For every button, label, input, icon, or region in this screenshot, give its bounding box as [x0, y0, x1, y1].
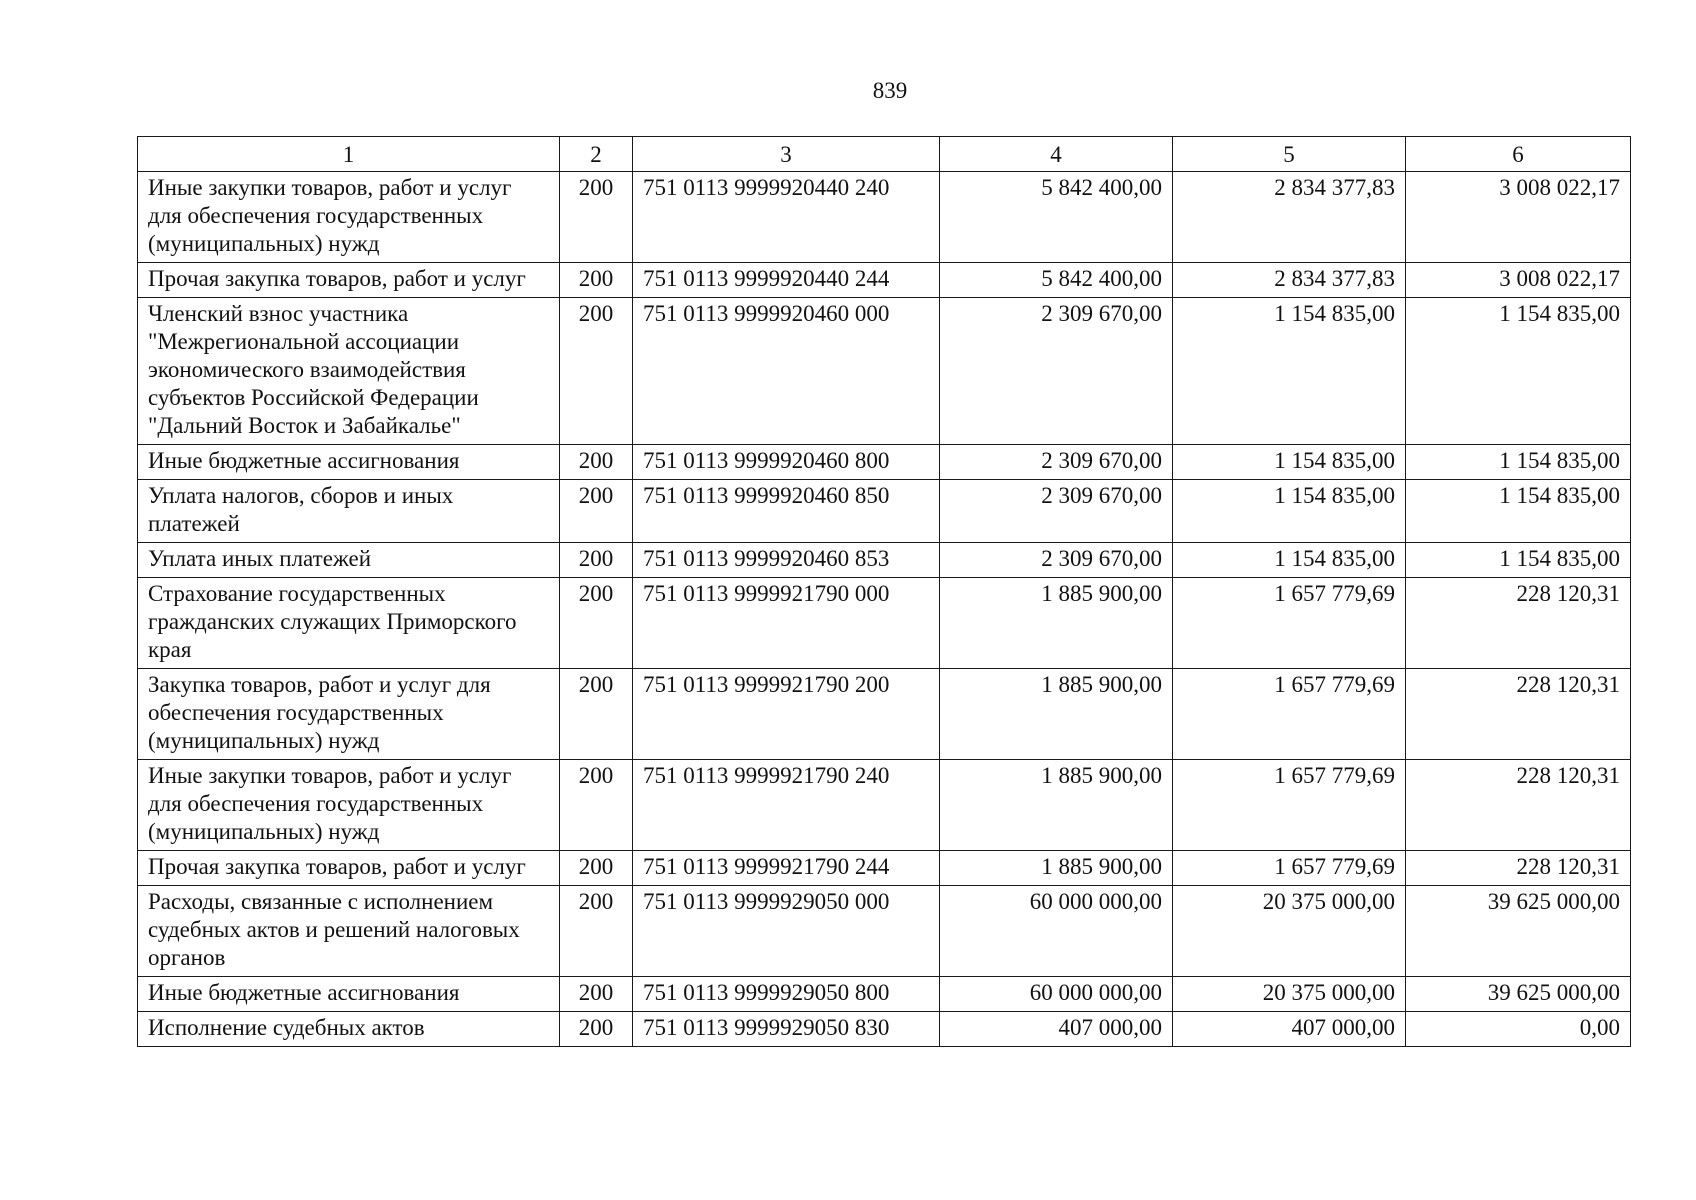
row-group-cell: 200 [560, 1012, 633, 1047]
row-name-cell: Исполнение судебных актов [138, 1012, 560, 1047]
row-executed-cell: 1 657 779,69 [1173, 578, 1406, 669]
row-remainder-cell: 1 154 835,00 [1406, 543, 1631, 578]
header-col-2: 2 [560, 137, 633, 172]
row-executed-cell: 1 154 835,00 [1173, 298, 1406, 445]
row-code-cell: 751 0113 9999921790 240 [633, 760, 940, 851]
row-executed-cell: 1 657 779,69 [1173, 669, 1406, 760]
table-row [138, 445, 1631, 480]
table-row [138, 669, 1631, 760]
row-plan-cell: 2 309 670,00 [940, 298, 1173, 445]
row-code-cell: 751 0113 9999920460 000 [633, 298, 940, 445]
row-plan-cell: 2 309 670,00 [940, 445, 1173, 480]
row-plan-cell: 5 842 400,00 [940, 172, 1173, 263]
table-row [138, 298, 1631, 445]
row-remainder-cell: 228 120,31 [1406, 669, 1631, 760]
row-executed-cell: 407 000,00 [1173, 1012, 1406, 1047]
row-code-cell: 751 0113 9999929050 800 [633, 977, 940, 1012]
row-group-cell: 200 [560, 480, 633, 543]
row-group-cell: 200 [560, 172, 633, 263]
row-executed-cell: 1 154 835,00 [1173, 445, 1406, 480]
table-row [138, 1012, 1631, 1047]
row-remainder-cell: 1 154 835,00 [1406, 445, 1631, 480]
row-name-cell: Иные закупки товаров, работ и услуг для обеспечения государственных (муниципальных) нужд [138, 172, 560, 263]
row-executed-cell: 1 657 779,69 [1173, 760, 1406, 851]
row-remainder-cell: 1 154 835,00 [1406, 298, 1631, 445]
row-group-cell: 200 [560, 977, 633, 1012]
table-row [138, 263, 1631, 298]
table-row [138, 543, 1631, 578]
page-number: 839 [872, 78, 908, 103]
table-row [138, 886, 1631, 977]
row-group-cell: 200 [560, 298, 633, 445]
row-remainder-cell: 228 120,31 [1406, 851, 1631, 886]
row-code-cell: 751 0113 9999920460 850 [633, 480, 940, 543]
row-group-cell: 200 [560, 445, 633, 480]
row-name-cell: Иные бюджетные ассигнования [138, 977, 560, 1012]
row-group-cell: 200 [560, 886, 633, 977]
row-name-cell: Иные закупки товаров, работ и услуг для обеспечения государственных (муниципальных) нужд [138, 760, 560, 851]
row-executed-cell: 20 375 000,00 [1173, 886, 1406, 977]
row-name-cell: Прочая закупка товаров, работ и услуг [138, 851, 560, 886]
row-plan-cell: 2 309 670,00 [940, 543, 1173, 578]
header-col-3: 3 [633, 137, 940, 172]
table-row [138, 760, 1631, 851]
row-name-cell: Страхование государственных гражданских служащих Приморского края [138, 578, 560, 669]
row-name-cell: Уплата иных платежей [138, 543, 560, 578]
row-plan-cell: 5 842 400,00 [940, 263, 1173, 298]
row-group-cell: 200 [560, 578, 633, 669]
row-group-cell: 200 [560, 263, 633, 298]
row-plan-cell: 2 309 670,00 [940, 480, 1173, 543]
row-code-cell: 751 0113 9999921790 000 [633, 578, 940, 669]
row-group-cell: 200 [560, 669, 633, 760]
row-executed-cell: 20 375 000,00 [1173, 977, 1406, 1012]
table-row [138, 851, 1631, 886]
header-col-6: 6 [1406, 137, 1631, 172]
table-row [138, 578, 1631, 669]
row-remainder-cell: 3 008 022,17 [1406, 263, 1631, 298]
row-code-cell: 751 0113 9999920460 853 [633, 543, 940, 578]
row-plan-cell: 60 000 000,00 [940, 977, 1173, 1012]
row-remainder-cell: 39 625 000,00 [1406, 886, 1631, 977]
row-plan-cell: 1 885 900,00 [940, 760, 1173, 851]
row-plan-cell: 1 885 900,00 [940, 669, 1173, 760]
row-name-cell: Уплата налогов, сборов и иных платежей [138, 480, 560, 543]
row-plan-cell: 1 885 900,00 [940, 851, 1173, 886]
row-name-cell: Закупка товаров, работ и услуг для обеспечения государственных (муниципальных) нужд [138, 669, 560, 760]
header-col-5: 5 [1173, 137, 1406, 172]
row-plan-cell: 407 000,00 [940, 1012, 1173, 1047]
row-remainder-cell: 3 008 022,17 [1406, 172, 1631, 263]
row-code-cell: 751 0113 9999929050 000 [633, 886, 940, 977]
table-row [138, 480, 1631, 543]
row-executed-cell: 1 154 835,00 [1173, 543, 1406, 578]
row-code-cell: 751 0113 9999921790 244 [633, 851, 940, 886]
header-col-4: 4 [940, 137, 1173, 172]
row-plan-cell: 1 885 900,00 [940, 578, 1173, 669]
row-code-cell: 751 0113 9999920460 800 [633, 445, 940, 480]
row-remainder-cell: 0,00 [1406, 1012, 1631, 1047]
row-executed-cell: 1 154 835,00 [1173, 480, 1406, 543]
row-remainder-cell: 1 154 835,00 [1406, 480, 1631, 543]
row-name-cell: Прочая закупка товаров, работ и услуг [138, 263, 560, 298]
row-executed-cell: 2 834 377,83 [1173, 263, 1406, 298]
header-col-1: 1 [138, 137, 560, 172]
table-row [138, 977, 1631, 1012]
row-code-cell: 751 0113 9999921790 200 [633, 669, 940, 760]
table-row [138, 172, 1631, 263]
row-name-cell: Членский взнос участника "Межрегиональной ассоциации экономического взаимодействия субъектов Российской Федерации "Дальний Восток и Забайкалье" [138, 298, 560, 445]
row-executed-cell: 1 657 779,69 [1173, 851, 1406, 886]
row-group-cell: 200 [560, 543, 633, 578]
header-row [138, 137, 1631, 172]
row-executed-cell: 2 834 377,83 [1173, 172, 1406, 263]
row-remainder-cell: 228 120,31 [1406, 578, 1631, 669]
row-code-cell: 751 0113 9999920440 244 [633, 263, 940, 298]
row-code-cell: 751 0113 9999920440 240 [633, 172, 940, 263]
row-name-cell: Иные бюджетные ассигнования [138, 445, 560, 480]
row-remainder-cell: 228 120,31 [1406, 760, 1631, 851]
row-code-cell: 751 0113 9999929050 830 [633, 1012, 940, 1047]
row-name-cell: Расходы, связанные с исполнением судебных актов и решений налоговых органов [138, 886, 560, 977]
row-remainder-cell: 39 625 000,00 [1406, 977, 1631, 1012]
table-body [138, 172, 1631, 1047]
budget-table [137, 136, 1631, 1047]
row-plan-cell: 60 000 000,00 [940, 886, 1173, 977]
row-group-cell: 200 [560, 851, 633, 886]
row-group-cell: 200 [560, 760, 633, 851]
